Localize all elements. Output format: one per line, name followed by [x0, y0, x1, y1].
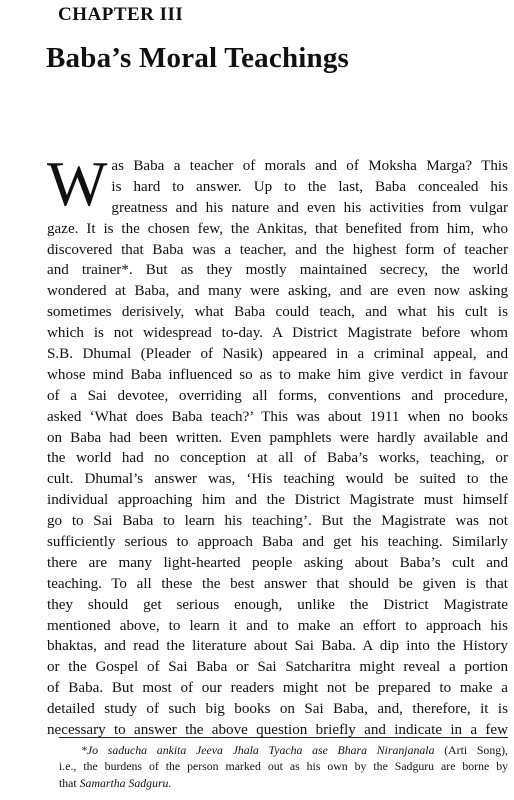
text-line: is hard to answer. Up to the last, Baba concealed his [111, 178, 508, 195]
text-line: S.B. Dhumal (Pleader of Nasik) appeared in a criminal appeal, and [47, 346, 508, 363]
text-line: of a Sai devotee, overriding all forms, conventions and procedure, [47, 387, 508, 404]
footnote-line-1 [59, 742, 508, 758]
footnote-divider [59, 737, 508, 738]
chapter-label-text: CHAPTER III [58, 4, 184, 25]
footnote [59, 742, 508, 791]
text-line: the world had no conception at all of Baba’s works, teaching, or [47, 450, 508, 467]
text-line: wondered at Baba, and many were asking, and are even now asking [47, 283, 508, 300]
text-line: discovered that Baba was a teacher, and the highest form of teacher [47, 241, 508, 258]
footnote-verse-source: (Arti Song), [434, 743, 508, 757]
paragraph [47, 148, 508, 741]
footnote-line-2: i.e., the burdens of the person marked out as his own by the Sadguru are borne by [59, 759, 508, 774]
text-line: cult. Dhumal’s answer was, ‘His teaching would be suited to the [47, 471, 508, 488]
footnote-line-3 [59, 775, 508, 791]
body-text [47, 148, 508, 741]
text-line: as Baba a teacher of morals and of Moksha Marga? This [111, 158, 508, 174]
text-line: mentioned above, to learn it and to make an effort to approach his [47, 617, 508, 634]
drop-cap: W [47, 148, 108, 219]
text-line: they should get serious enough, unlike the District Magistrate [47, 596, 508, 613]
footnote-line-3-prefix: that [59, 775, 80, 790]
footnote-italic-verse: *Jo saducha ankita Jeeva Jhala Tyacha ase Bhara Niranjanala [81, 743, 435, 757]
text-line: go to Sai Baba to learn his teaching’. But the Magistrate was not [47, 513, 508, 530]
text-line: sometimes derisively, what Baba could teach, and what his cult is [47, 304, 508, 321]
text-line: individual approaching him and the District Magistrate must himself [47, 492, 508, 509]
text-line: asked ‘What does Baba teach?’ This was about 1911 when no books [47, 408, 508, 425]
text-line: or the Gospel of Sai Baba or Sai Satcharitra might reveal a portion [47, 659, 508, 676]
footnote-italic-term: Samartha Sadguru. [79, 775, 172, 790]
text-line: which is not widespread to-day. A District Magistrate before whom [47, 325, 508, 342]
text-line: greatness and his nature and even his activities from vulgar [111, 199, 508, 216]
text-line: bhaktas, and read the literature about Sai Baba. A dip into the History [47, 638, 508, 655]
chapter-label [58, 4, 183, 26]
text-line: there are many light-hearted people asking about Baba’s cult and [47, 554, 508, 571]
text-line: teaching. To all these the best answer that should be given is that [47, 575, 508, 592]
text-line: and trainer*. But as they mostly maintained secrecy, the world [47, 262, 508, 279]
page-title: Baba’s Moral Teachings [46, 42, 350, 74]
text-line: sufficiently serious to approach Baba and get his teaching. Similarly [47, 534, 508, 551]
text-line: necessary to answer the above question briefly and indicate in a few [47, 722, 508, 739]
text-line: gaze. It is the chosen few, the Ankitas, that benefited from him, who [47, 220, 508, 237]
text-line: detailed study of such big books on Sai Baba, and, therefore, it is [47, 701, 508, 718]
text-line: on Baba had been written. Even pamphlets were hardly available and [47, 429, 508, 446]
text-line: whose mind Baba influenced so as to make him give verdict in favour [47, 366, 508, 383]
text-line: of Baba. But most of our readers might not be prepared to make a [47, 680, 508, 697]
